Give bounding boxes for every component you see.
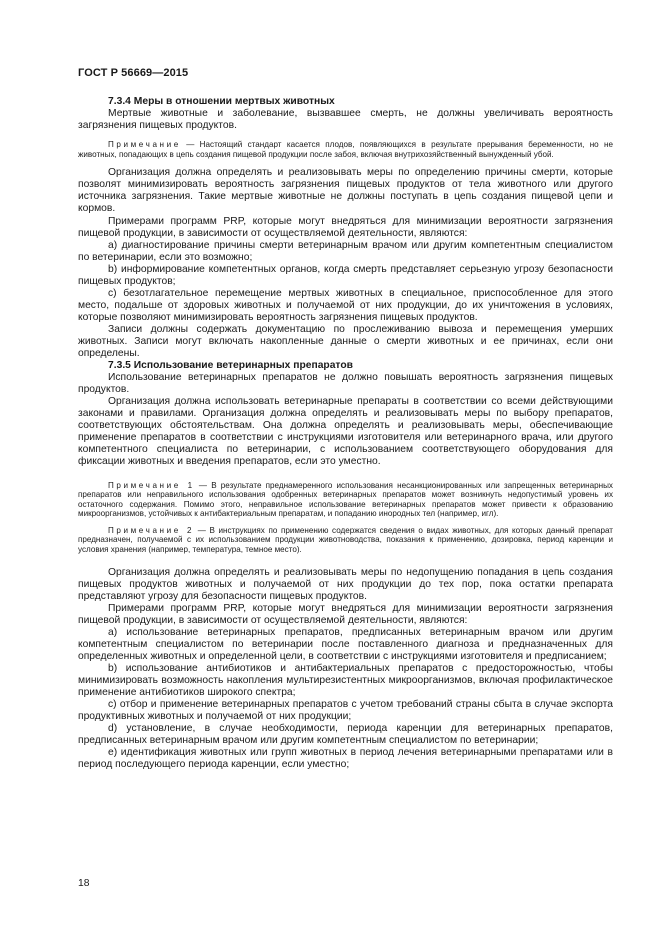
- list-item: b) использование антибиотиков и антибактериальных препаратов с предосторожностью, чтобы минимизировать возможность накопления мультирезистентных микроорганизмов, включая профилактическое применение антибиотиков широкого спектра;: [78, 663, 613, 699]
- document-header: ГОСТ Р 56669—2015: [78, 67, 189, 79]
- note-label: Примечание: [108, 140, 181, 150]
- note-text: — В результате преднамеренного использования несанкционированных или запрещенных ветеринарных препаратов или неправильного использования одобренных ветеринарных препаратов может возникнуть недопустимый уровень их остаточного содержания. Помимо этого, неправильное использование ветеринарных препаратов может привести к образованию микроорганизмов, устойчивых к антибактериальным препаратам, и попаданию инородных тел (например, игл).: [78, 480, 613, 519]
- paragraph: Примерами программ PRP, которые могут внедряться для минимизации вероятности загрязнения пищевой продукции, в зависимости от осуществляемой деятельности, являются:: [78, 215, 613, 239]
- list-item: a) использование ветеринарных препаратов, предписанных ветеринарным врачом или другим компетентным специалистом по ветеринарии после поставленного диагноза и предназначенных для определенных животных и определенной цели, в соответствии с инструкциями изготовителя и предписанием;: [78, 626, 613, 662]
- note-label: Примечание 1: [108, 480, 195, 490]
- list-item: e) идентификация животных или групп животных в период лечения ветеринарными препаратами или в период последующего периода каренции, если уместно;: [78, 747, 613, 771]
- paragraph: Организация должна использовать ветеринарные препараты в соответствии со всеми действующими законами и правилами. Организация должна определять и реализовывать меры по выбору препаратов, соответствующих обстоятельствам. Она должна определять и реализовывать меры, обеспечивающие применение препаратов в соответствии с инструкциями изготовителя или ветеринарного врача, или другого компетентного специалиста по ветеринарии, с использованием соответствующего оборудования для фиксации животных и введения препаратов, если это уместно.: [78, 396, 613, 468]
- section-heading-7-3-5: 7.3.5 Использование ветеринарных препаратов: [108, 360, 353, 372]
- list-item: b) информирование компетентных органов, когда смерть представляет серьезную угрозу безопасности пищевых продуктов;: [78, 263, 613, 287]
- note-text: — В инструкциях по применению содержатся сведения о видах животных, для которых данный препарат предназначен, получаемой с их использованием продукции животноводства, показания к применению, дозировка, период каренции и условия хранения (например, температура, темное место).: [78, 525, 614, 555]
- list-item: c) безотлагательное перемещение мертвых животных в специальное, приспособленное для этого место, подальше от здоровых животных и получаемой от них продукции, до их уничтожения в условиях, которые позволяют минимизировать вероятность загрязнения пищевых продуктов.: [78, 287, 613, 323]
- paragraph: Использование ветеринарных препаратов не должно повышать вероятность загрязнения пищевых продуктов.: [78, 372, 613, 396]
- note: [78, 140, 613, 159]
- paragraph: Записи должны содержать документацию по прослеживанию вывоза и перемещения умерших животных. Записи могут включать накопленные данные о смерти животных и ее причинах, если они определены.: [78, 323, 613, 360]
- page-number: 18: [78, 878, 90, 889]
- list-item: a) диагностирование причины смерти ветеринарным врачом или другим компетентным специалистом по ветеринарии, если это возможно;: [78, 239, 613, 263]
- paragraph: Примерами программ PRP, которые могут внедряться для минимизации вероятности загрязнения пищевой продукции, в зависимости от осуществляемой деятельности, являются:: [78, 602, 613, 626]
- paragraph: Организация должна определять и реализовывать меры по недопущению попадания в цепь создания пищевых продуктов животных и получаемой от них продукции до тех пор, пока остатки препарата представляют угрозу для безопасности пищевых продуктов.: [78, 566, 613, 602]
- list-item: d) установление, в случае необходимости, периода каренции для ветеринарных препаратов, предписанных ветеринарным врачом или другим компетентным специалистом по ветеринарии;: [78, 723, 613, 747]
- paragraph: Организация должна определять и реализовывать меры по определению причины смерти, которые позволят минимизировать вероятность загрязнения пищевых продуктов от тела животного или другого источника загрязнения. Такие мертвые животные не должны поступать в цепь создания пищевой цепи и кормов.: [78, 167, 613, 215]
- note-label: Примечание 2: [108, 525, 195, 535]
- note-text: — Настоящий стандарт касается плодов, появляющихся в результате прерывания беременности, но не животных, попадающих в цепь создания пищевой продукции после забоя, включая внутрихозяйственный вынужденный убой.: [78, 140, 613, 159]
- document-body: [78, 96, 613, 771]
- section-heading-7-3-4: 7.3.4 Меры в отношении мертвых животных: [108, 96, 335, 107]
- list-item: c) отбор и применение ветеринарных препаратов с учетом требований страны сбыта в случае экспорта продуктивных животных и получаемой от них продукции;: [78, 699, 613, 723]
- note: [78, 526, 613, 555]
- note: [78, 481, 613, 519]
- paragraph: Мертвые животные и заболевание, вызвавшее смерть, не должны увеличивать вероятность загрязнения пищевых продуктов.: [78, 108, 613, 132]
